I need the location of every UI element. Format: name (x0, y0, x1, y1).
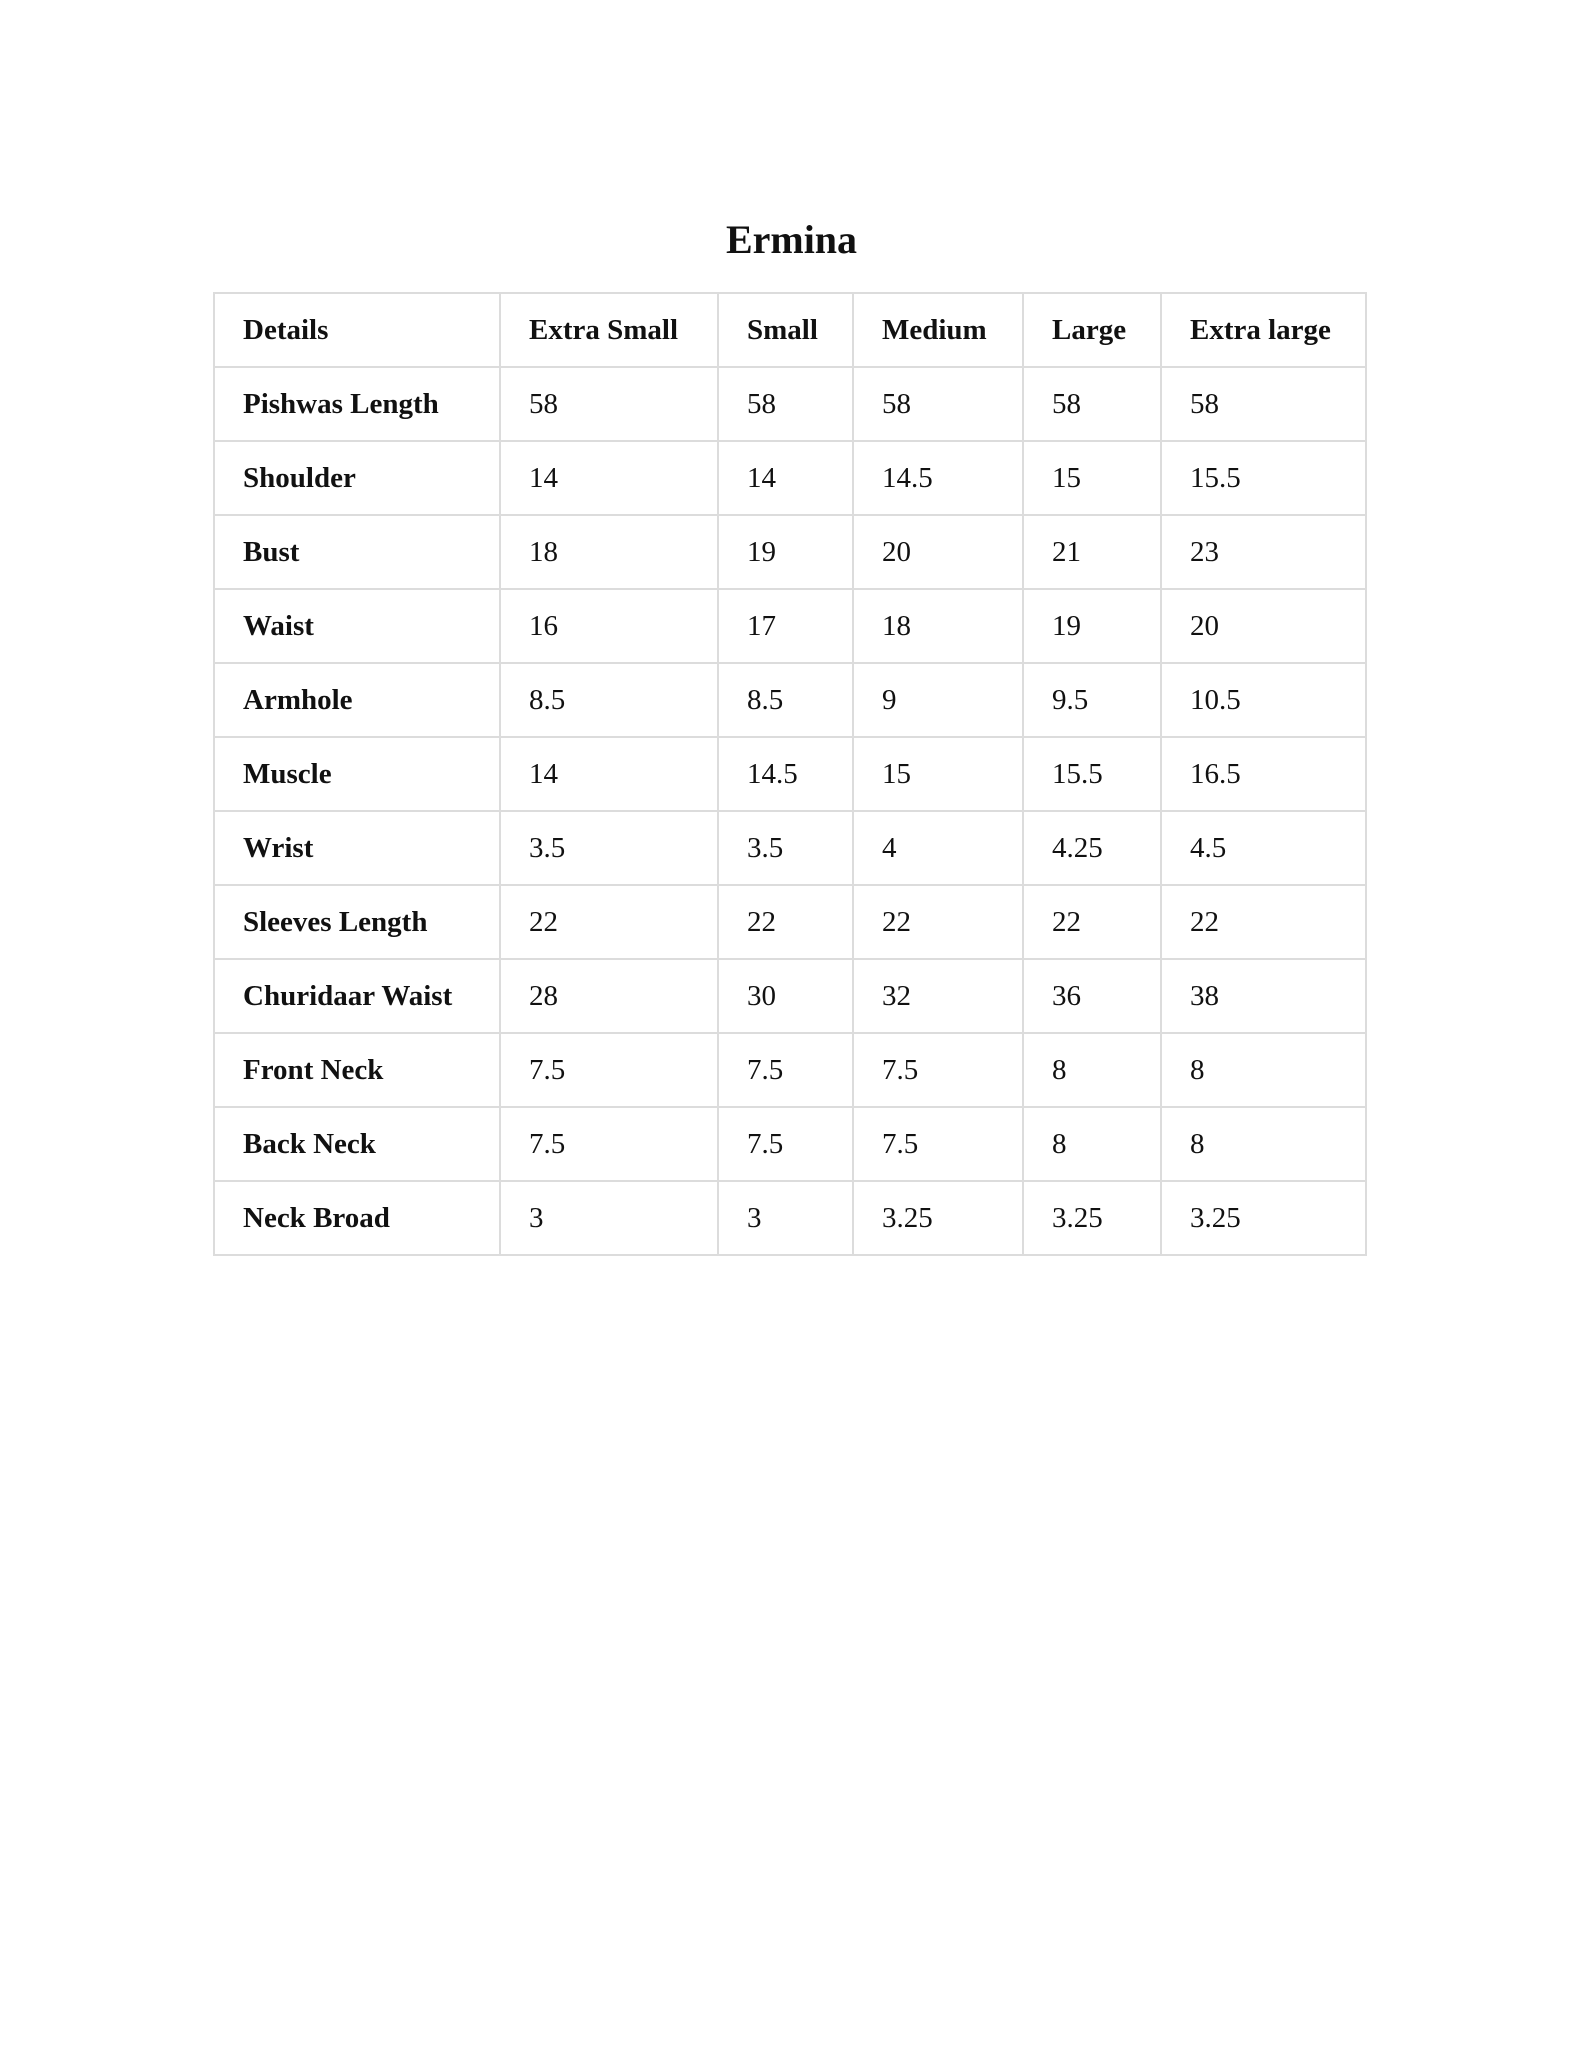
column-header-extra-large: Extra large (1161, 293, 1366, 367)
table-cell: 3.5 (500, 811, 718, 885)
table-cell: 9.5 (1023, 663, 1161, 737)
table-cell: 58 (718, 367, 853, 441)
table-cell: 3.5 (718, 811, 853, 885)
table-cell: 7.5 (853, 1033, 1023, 1107)
page-title: Ermina (725, 217, 858, 262)
table-cell: 22 (1023, 885, 1161, 959)
table-cell: 8.5 (500, 663, 718, 737)
table-cell: 15.5 (1023, 737, 1161, 811)
column-header-small: Small (718, 293, 853, 367)
table-cell: 14 (718, 441, 853, 515)
table-cell: 9 (853, 663, 1023, 737)
table-cell: 8 (1161, 1107, 1366, 1181)
column-header-extra-small: Extra Small (500, 293, 718, 367)
table-cell: 21 (1023, 515, 1161, 589)
table-row (214, 1033, 1366, 1107)
table-cell: 8 (1023, 1107, 1161, 1181)
table-row (214, 1181, 1366, 1255)
table-cell: 58 (1161, 367, 1366, 441)
table-cell: 7.5 (500, 1107, 718, 1181)
row-label: Bust (214, 515, 500, 589)
table-cell: 3.25 (853, 1181, 1023, 1255)
row-label: Sleeves Length (214, 885, 500, 959)
table-cell: 58 (853, 367, 1023, 441)
table-cell: 16 (500, 589, 718, 663)
table-cell: 22 (718, 885, 853, 959)
row-label: Armhole (214, 663, 500, 737)
column-header-medium: Medium (853, 293, 1023, 367)
table-cell: 7.5 (853, 1107, 1023, 1181)
table-cell: 36 (1023, 959, 1161, 1033)
table-row (214, 663, 1366, 737)
table-cell: 8 (1023, 1033, 1161, 1107)
table-row (214, 811, 1366, 885)
table-cell: 18 (500, 515, 718, 589)
table-cell: 22 (853, 885, 1023, 959)
table-row (214, 367, 1366, 441)
table-cell: 22 (1161, 885, 1366, 959)
table-cell: 14.5 (718, 737, 853, 811)
column-header-details: Details (214, 293, 500, 367)
row-label: Shoulder (214, 441, 500, 515)
table-cell: 22 (500, 885, 718, 959)
table-cell: 58 (1023, 367, 1161, 441)
table-cell: 14.5 (853, 441, 1023, 515)
table-row (214, 885, 1366, 959)
table-row (214, 441, 1366, 515)
table-cell: 19 (1023, 589, 1161, 663)
table-cell: 23 (1161, 515, 1366, 589)
table-row (214, 589, 1366, 663)
table-cell: 7.5 (718, 1033, 853, 1107)
row-label: Muscle (214, 737, 500, 811)
table-cell: 20 (853, 515, 1023, 589)
table-header-row (214, 293, 1366, 367)
table-cell: 15 (1023, 441, 1161, 515)
size-chart-table (213, 292, 1367, 1256)
table-cell: 7.5 (500, 1033, 718, 1107)
table-cell: 18 (853, 589, 1023, 663)
table-cell: 8.5 (718, 663, 853, 737)
table-cell: 32 (853, 959, 1023, 1033)
row-label: Front Neck (214, 1033, 500, 1107)
table-row (214, 737, 1366, 811)
table-cell: 17 (718, 589, 853, 663)
table-cell: 14 (500, 441, 718, 515)
table-cell: 38 (1161, 959, 1366, 1033)
table-body (214, 367, 1366, 1255)
table-cell: 15 (853, 737, 1023, 811)
table-cell: 3 (500, 1181, 718, 1255)
table-cell: 30 (718, 959, 853, 1033)
table-cell: 16.5 (1161, 737, 1366, 811)
table-cell: 19 (718, 515, 853, 589)
table-row (214, 1107, 1366, 1181)
table-cell: 3.25 (1023, 1181, 1161, 1255)
table-cell: 3 (718, 1181, 853, 1255)
row-label: Pishwas Length (214, 367, 500, 441)
row-label: Waist (214, 589, 500, 663)
table-cell: 4.5 (1161, 811, 1366, 885)
table-cell: 3.25 (1161, 1181, 1366, 1255)
table-cell: 10.5 (1161, 663, 1366, 737)
table-cell: 14 (500, 737, 718, 811)
row-label: Wrist (214, 811, 500, 885)
table-cell: 15.5 (1161, 441, 1366, 515)
table-cell: 4 (853, 811, 1023, 885)
table-cell: 20 (1161, 589, 1366, 663)
row-label: Back Neck (214, 1107, 500, 1181)
row-label: Neck Broad (214, 1181, 500, 1255)
table-cell: 28 (500, 959, 718, 1033)
table-row (214, 959, 1366, 1033)
table-cell: 4.25 (1023, 811, 1161, 885)
table-cell: 58 (500, 367, 718, 441)
table-row (214, 515, 1366, 589)
row-label: Churidaar Waist (214, 959, 500, 1033)
table-cell: 8 (1161, 1033, 1366, 1107)
column-header-large: Large (1023, 293, 1161, 367)
table-cell: 7.5 (718, 1107, 853, 1181)
